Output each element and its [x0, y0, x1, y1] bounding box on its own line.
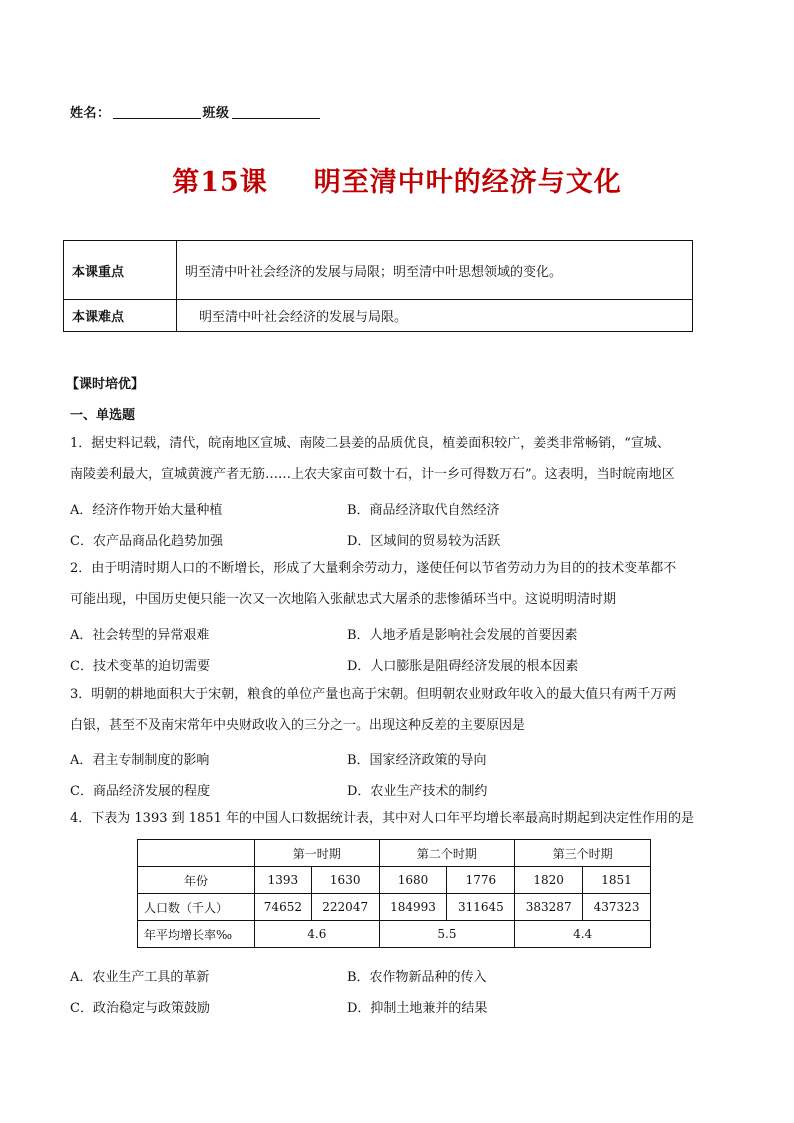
- growth-row: [138, 921, 651, 948]
- section-subheading: 一、单选题: [70, 408, 136, 423]
- option-d[interactable]: D．农业生产技术的制约: [347, 784, 488, 799]
- focus-row: [64, 241, 693, 300]
- focus-label: 本课重点: [64, 241, 177, 300]
- growth-cell: 5.5: [379, 921, 515, 948]
- population-cell: 383287: [515, 894, 583, 921]
- focus-text: 明至清中叶社会经济的发展与局限；明至清中叶思想领域的变化。: [177, 241, 693, 300]
- option-c[interactable]: C．商品经济发展的程度: [70, 784, 210, 799]
- class-label: 班级: [202, 106, 230, 121]
- question-1: [70, 428, 730, 490]
- growth-cell: 4.4: [515, 921, 651, 948]
- option-a[interactable]: A．农业生产工具的革新: [70, 970, 210, 985]
- population-cell: 74652: [255, 894, 312, 921]
- option-d[interactable]: D．区域间的贸易较为活跃: [347, 534, 501, 549]
- name-label: 姓名：: [70, 106, 111, 121]
- year-cell: 1820: [515, 867, 583, 894]
- period-cell: 第二个时期: [379, 840, 515, 867]
- year-row: [138, 867, 651, 894]
- name-blank[interactable]: [113, 105, 201, 119]
- population-table: [137, 839, 651, 948]
- population-label: 人口数（千人）: [138, 894, 255, 921]
- page-title: [0, 160, 794, 199]
- period-header-row: [138, 840, 651, 867]
- option-c[interactable]: C．农产品商品化趋势加强: [70, 534, 223, 549]
- option-c[interactable]: C．技术变革的迫切需要: [70, 659, 210, 674]
- option-b[interactable]: B．商品经济取代自然经济: [347, 503, 500, 518]
- lesson-number: 第15课: [172, 167, 268, 198]
- option-a[interactable]: A．君主专制制度的影响: [70, 753, 210, 768]
- section-heading: 【课时培优】: [66, 377, 145, 392]
- difficulty-label: 本课难点: [64, 300, 177, 332]
- year-cell: 1393: [255, 867, 312, 894]
- key-points-table: [63, 240, 693, 332]
- population-cell: 184993: [379, 894, 447, 921]
- population-cell: 222047: [311, 894, 379, 921]
- question-3: [70, 679, 730, 741]
- corner-cell: [138, 840, 255, 867]
- question-line: 3．明朝的耕地面积大于宋朝，粮食的单位产量也高于宋朝。但明朝农业财政年收入的最大值只有两千万两: [70, 687, 677, 702]
- difficulty-row: [64, 300, 693, 332]
- question-2: [70, 553, 730, 615]
- option-a[interactable]: A．社会转型的异常艰难: [70, 628, 210, 643]
- year-cell: 1680: [379, 867, 447, 894]
- period-cell: 第三个时期: [515, 840, 651, 867]
- question-line: 2．由于明清时期人口的不断增长，形成了大量剩余劳动力，遂使任何以节省劳动力为目的的技术变革都不: [70, 561, 677, 576]
- question-4: [70, 803, 730, 834]
- growth-label: 年平均增长率‰: [138, 921, 255, 948]
- option-b[interactable]: B．国家经济政策的导向: [347, 753, 487, 768]
- student-info-line: [70, 102, 322, 121]
- option-d[interactable]: D．人口膨胀是阻碍经济发展的根本因素: [347, 659, 579, 674]
- growth-cell: 4.6: [255, 921, 380, 948]
- population-cell: 311645: [447, 894, 515, 921]
- option-a[interactable]: A．经济作物开始大量种植: [70, 503, 223, 518]
- year-cell: 1851: [583, 867, 651, 894]
- question-line: 南陵姜利最大，宣城黄渡产者无筋……上农夫家亩可数十石，计一乡可得数万石”。这表明，当时皖南地区: [70, 467, 675, 482]
- lesson-topic: 明至清中叶的经济与文化: [313, 167, 622, 198]
- period-cell: 第一时期: [255, 840, 380, 867]
- option-d[interactable]: D．抑制土地兼并的结果: [347, 1001, 488, 1016]
- option-b[interactable]: B．农作物新品种的传入: [347, 970, 487, 985]
- option-c[interactable]: C．政治稳定与政策鼓励: [70, 1001, 210, 1016]
- class-blank[interactable]: [232, 105, 320, 119]
- question-line: 可能出现，中国历史便只能一次又一次地陷入张献忠式大屠杀的悲惨循环当中。这说明明清时期: [70, 592, 617, 607]
- population-row: [138, 894, 651, 921]
- question-line: 白银，甚至不及南宋常年中央财政收入的三分之一。出现这种反差的主要原因是: [70, 718, 526, 733]
- option-b[interactable]: B．人地矛盾是影响社会发展的首要因素: [347, 628, 578, 643]
- year-cell: 1776: [447, 867, 515, 894]
- population-cell: 437323: [583, 894, 651, 921]
- year-label: 年份: [138, 867, 255, 894]
- difficulty-text: 明至清中叶社会经济的发展与局限。: [177, 300, 693, 332]
- year-cell: 1630: [311, 867, 379, 894]
- question-line: 4．下表为 1393 到 1851 年的中国人口数据统计表，其中对人口年平均增长率最高时期起到决定性作用的是: [70, 811, 694, 826]
- question-line: 1．据史料记载，清代，皖南地区宣城、南陵二县姜的品质优良，植姜面积较广，姜类非常畅销，“宣城、: [70, 436, 670, 451]
